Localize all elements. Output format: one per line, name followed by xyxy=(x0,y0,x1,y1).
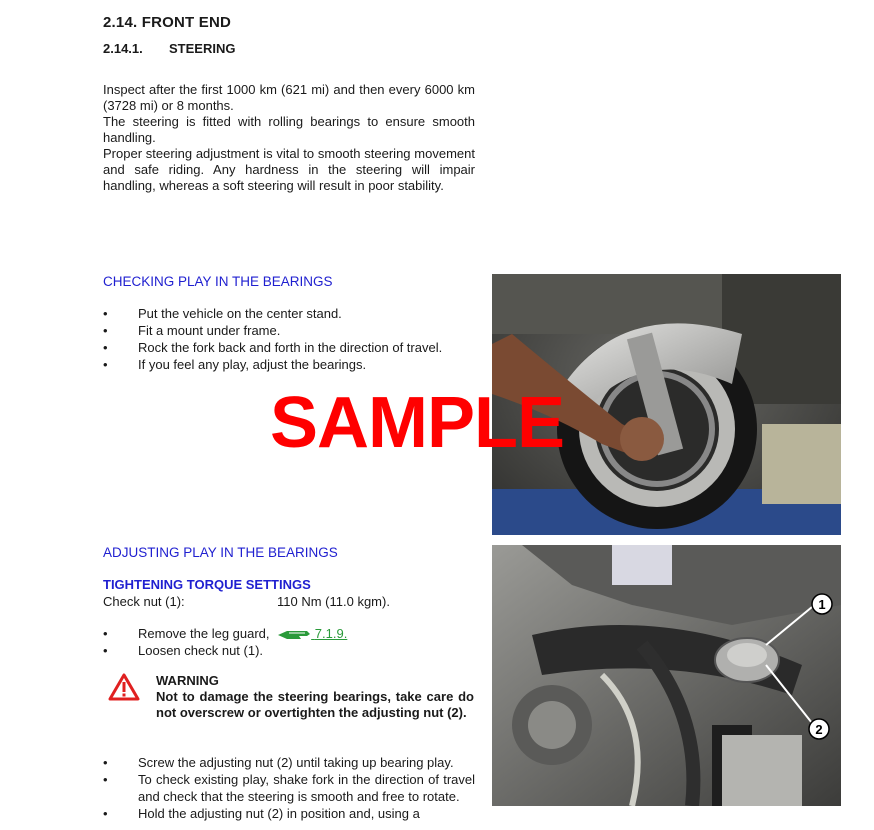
subsection-title: STEERING xyxy=(169,41,236,56)
pointing-hand-icon xyxy=(277,626,311,641)
list-item: • Screw the adjusting nut (2) until taking up bearing play. xyxy=(103,754,475,771)
adjusting-steps-list-continued xyxy=(103,754,475,822)
subsection-number: 2.14.1. xyxy=(103,41,143,56)
steering-head-photo xyxy=(492,545,841,806)
torque-label: Check nut (1): xyxy=(103,594,185,609)
intro-paragraph-3: Proper steering adjustment is vital to smooth steering movement and safe riding. Any hardness in the steering will impair handling, whereas a soft steering will result in poor stability. xyxy=(103,146,475,193)
list-item xyxy=(103,625,475,642)
adjusting-play-heading: ADJUSTING PLAY IN THE BEARINGS xyxy=(103,545,338,560)
list-item: • Hold the adjusting nut (2) in position and, using a xyxy=(103,805,475,822)
intro-paragraph-2: The steering is fitted with rolling bearings to ensure smooth handling. xyxy=(103,114,475,145)
subsection-heading xyxy=(103,41,235,56)
checking-steps-list xyxy=(103,305,475,373)
torque-value: 110 Nm (11.0 kgm). xyxy=(277,594,390,609)
sample-watermark: SAMPLE xyxy=(270,383,565,463)
adjusting-steps-list xyxy=(103,625,475,659)
warning-text: Not to damage the steering bearings, take care do not overscrew or overtighten the adjusting nut (2). xyxy=(156,689,474,720)
torque-settings-title: TIGHTENING TORQUE SETTINGS xyxy=(103,577,311,592)
cross-reference-number: 7.1.9. xyxy=(314,626,348,641)
list-item: • If you feel any play, adjust the bearings. xyxy=(103,356,475,373)
remove-leg-guard-text: Remove the leg guard, xyxy=(138,626,270,641)
list-item: • Loosen check nut (1). xyxy=(103,642,475,659)
list-item: • Fit a mount under frame. xyxy=(103,322,475,339)
intro-text xyxy=(103,82,475,194)
intro-paragraph-1: Inspect after the first 1000 km (621 mi) and then every 6000 km (3728 mi) or 8 months. xyxy=(103,82,475,113)
warning-content xyxy=(156,673,474,721)
torque-row xyxy=(103,594,390,609)
warning-triangle-icon xyxy=(108,673,140,706)
cross-reference-link[interactable] xyxy=(277,626,347,641)
checking-play-heading: CHECKING PLAY IN THE BEARINGS xyxy=(103,274,333,289)
list-item: • Rock the fork back and forth in the direction of travel. xyxy=(103,339,475,356)
callout-1-label: 1 xyxy=(818,597,826,612)
list-item: • To check existing play, shake fork in the direction of travel and check that the steering is smooth and free to rotate. xyxy=(103,771,475,805)
warning-title: WARNING xyxy=(156,673,219,688)
section-title: 2.14. FRONT END xyxy=(103,14,232,31)
list-item: • Put the vehicle on the center stand. xyxy=(103,305,475,322)
callout-2-label: 2 xyxy=(815,722,823,737)
